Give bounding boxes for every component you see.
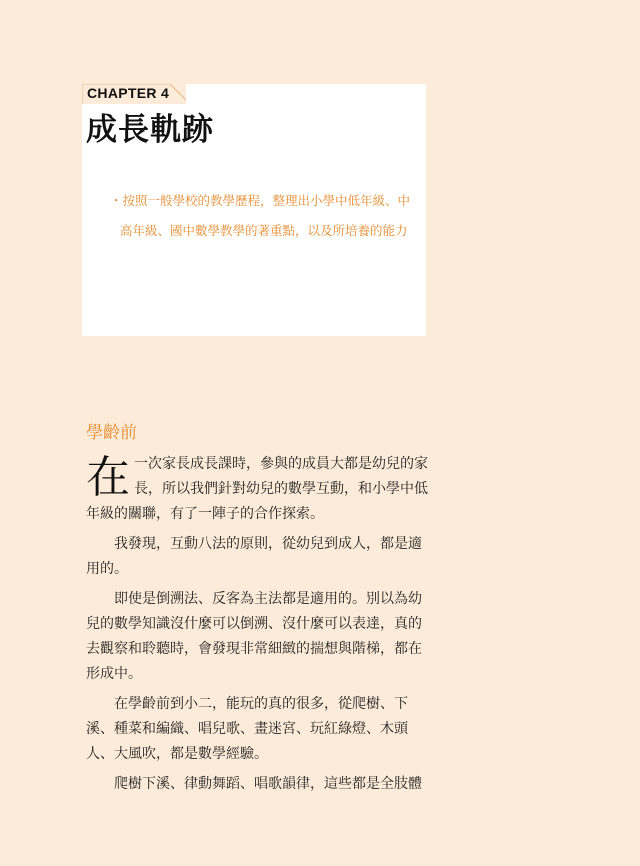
paragraph: 即使是倒溯法、反客為主法都是適用的。別以為幼兒的數學知識沒什麼可以倒溯、沒什麼可以表達，真的去觀察和聆聽時，會發現非常細緻的揣想與階梯，都在形成中。 bbox=[86, 591, 422, 682]
summary-line: 高年級、國中數學教學的著重點，以及所培養的能力 bbox=[120, 223, 408, 238]
paragraph: 爬樹下溪、律動舞蹈、唱歌韻律，這些都是全肢體 bbox=[114, 776, 422, 792]
paragraph: 在學齡前到小二，能玩的真的很多，從爬樹、下溪、種菜和編織、唱兒歌、畫迷宮、玩紅綠燈、木頭人、大風吹，都是數學經驗。 bbox=[86, 696, 408, 762]
summary-line: ・按照一般學校的教學歷程，整理出小學中低年級、中 bbox=[110, 193, 411, 208]
chapter-summary bbox=[110, 186, 410, 246]
dropcap: 在 bbox=[86, 452, 130, 503]
paragraph: 我發現，互動八法的原則，從幼兒到成人，都是適用的。 bbox=[86, 536, 422, 577]
paragraph bbox=[86, 452, 432, 527]
chapter-title: 成長軌跡 bbox=[86, 112, 214, 148]
chapter-label: CHAPTER 4 bbox=[87, 85, 170, 101]
section-heading: 學齡前 bbox=[86, 423, 137, 443]
body-text bbox=[86, 452, 432, 802]
paragraph-text: 一次家長成長課時，參與的成員大都是幼兒的家長，所以我們針對幼兒的數學互動，和小學中低年級的關聯，有了一陣子的合作探索。 bbox=[86, 456, 428, 522]
